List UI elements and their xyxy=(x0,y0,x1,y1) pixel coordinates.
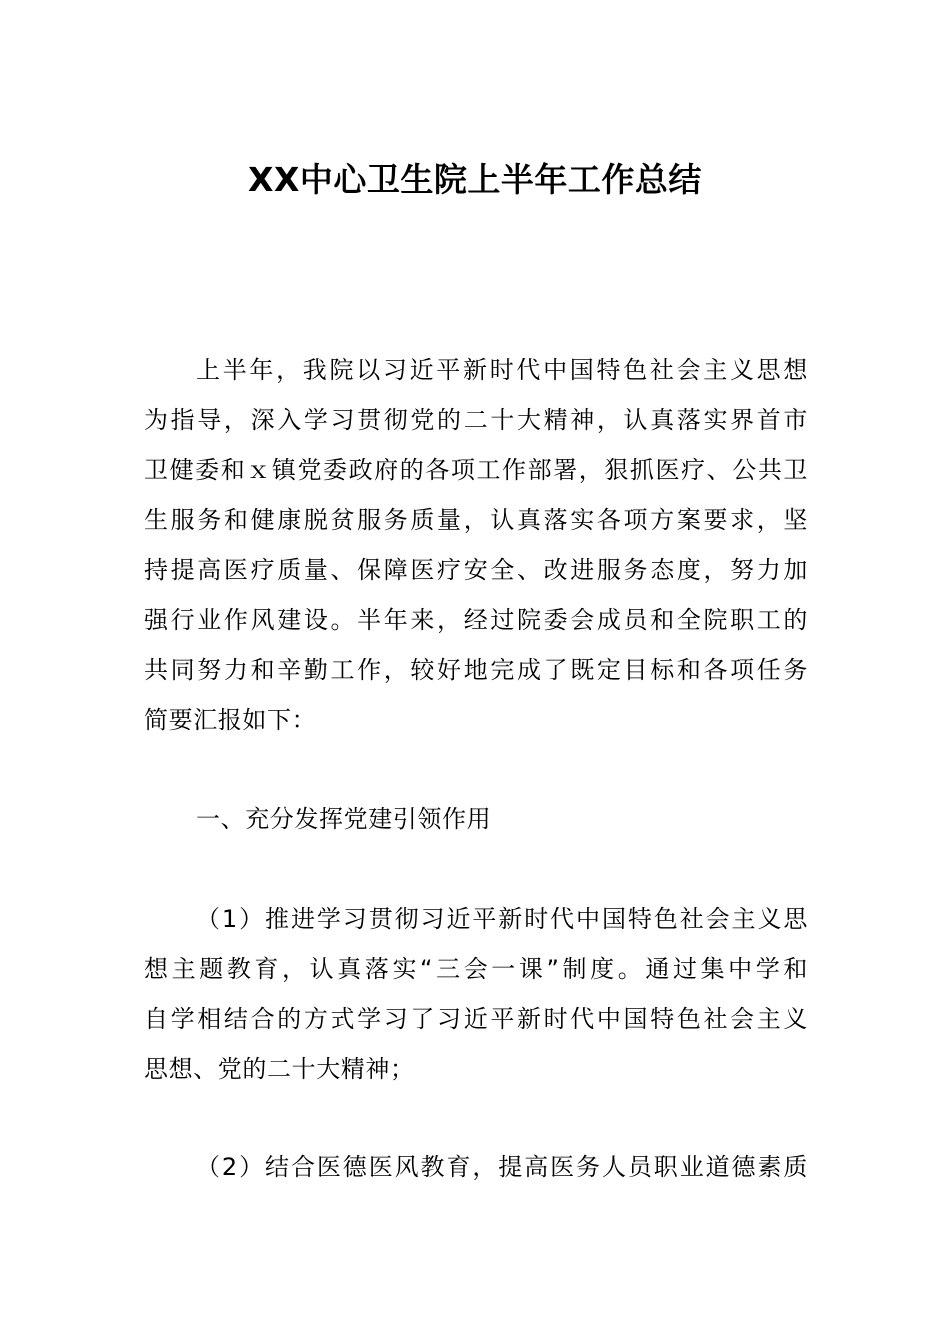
paragraph-line: 强行业作风建设。半年来，经过院委会成员和全院职工的 xyxy=(144,606,808,634)
paragraph-line: 想主题教育，认真落实“三会一课”制度。通过集中学和 xyxy=(144,955,808,983)
paragraph-line: 卫健委和ｘ镇党委政府的各项工作部署，狠抓医疗、公共卫 xyxy=(144,456,808,484)
section-heading: 一、充分发挥党建引领作用 xyxy=(196,805,492,833)
paragraph-line: 持提高医疗质量、保障医疗安全、改进服务态度，努力加 xyxy=(144,556,808,584)
document-title: XX中心卫生院上半年工作总结 xyxy=(248,160,702,199)
paragraph-line: 共同努力和辛勤工作，较好地完成了既定目标和各项任务 xyxy=(144,656,808,684)
paragraph-line: （1）推进学习贯彻习近平新时代中国特色社会主义思 xyxy=(196,905,808,933)
paragraph-line: 简要汇报如下： xyxy=(144,706,317,734)
paragraph-line: 上半年，我院以习近平新时代中国特色社会主义思想 xyxy=(196,356,808,384)
paragraph-line: 自学相结合的方式学习了习近平新时代中国特色社会主义 xyxy=(144,1005,808,1033)
paragraph-line: （2）结合医德医风教育，提高医务人员职业道德素质 xyxy=(196,1153,808,1181)
paragraph-line: 为指导，深入学习贯彻党的二十大精神，认真落实界首市 xyxy=(144,406,808,434)
paragraph-line: 生服务和健康脱贫服务质量，认真落实各项方案要求，坚 xyxy=(144,506,808,534)
paragraph-line: 思想、党的二十大精神； xyxy=(144,1055,415,1083)
